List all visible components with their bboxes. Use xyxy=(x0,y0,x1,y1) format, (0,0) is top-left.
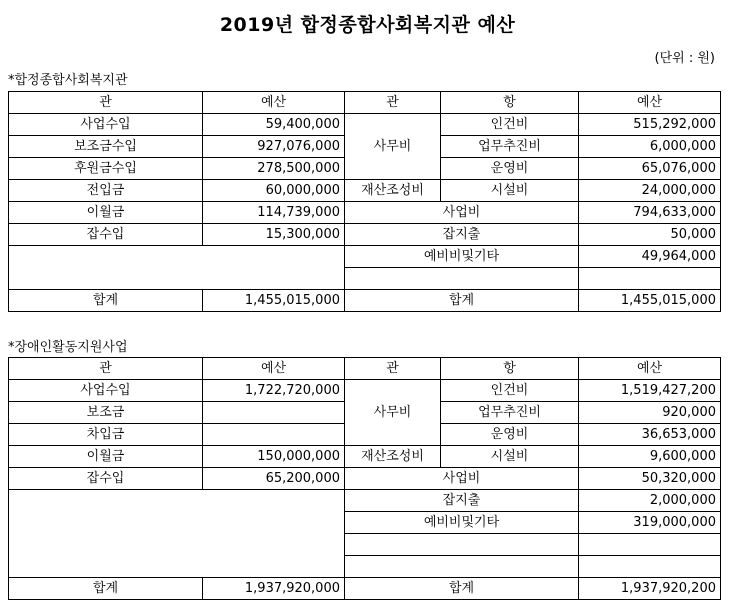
header-gwan: 관 xyxy=(9,92,203,114)
expense-value: 515,292,000 xyxy=(579,114,721,136)
table-row xyxy=(9,224,721,246)
unit-label: (단위 : 원) xyxy=(654,51,715,66)
total-expense-value: 1,455,015,000 xyxy=(579,290,721,312)
income-label: 이월금 xyxy=(9,202,203,224)
expense-label: 운영비 xyxy=(441,424,579,446)
header-budget: 예산 xyxy=(579,358,721,380)
income-value: 150,000,000 xyxy=(203,446,345,468)
expense-label: 인건비 xyxy=(441,380,579,402)
empty-cell xyxy=(9,246,345,290)
income-value: 927,076,000 xyxy=(203,136,345,158)
expense-label: 시설비 xyxy=(441,180,579,202)
header-hang: 항 xyxy=(441,92,579,114)
expense-value: 65,076,000 xyxy=(579,158,721,180)
expense-label: 잡지출 xyxy=(345,490,579,512)
expense-label: 업무추진비 xyxy=(441,136,579,158)
income-value xyxy=(203,402,345,424)
table-row xyxy=(9,380,721,402)
empty-cell xyxy=(345,268,579,290)
expense-label: 운영비 xyxy=(441,158,579,180)
income-value: 114,739,000 xyxy=(203,202,345,224)
income-label: 보조금 xyxy=(9,402,203,424)
office-expense-label: 사무비 xyxy=(345,114,441,180)
expense-value: 794,633,000 xyxy=(579,202,721,224)
income-value: 15,300,000 xyxy=(203,224,345,246)
total-label: 합계 xyxy=(345,578,579,600)
expense-value: 9,600,000 xyxy=(579,446,721,468)
expense-label: 잡지출 xyxy=(345,224,579,246)
expense-value: 2,000,000 xyxy=(579,490,721,512)
office-expense-label: 사무비 xyxy=(345,380,441,446)
income-label: 사업수입 xyxy=(9,114,203,136)
empty-cell xyxy=(9,490,345,578)
income-label: 후원금수입 xyxy=(9,158,203,180)
table-header-row xyxy=(9,92,721,114)
expense-label: 업무추진비 xyxy=(441,402,579,424)
expense-label: 인건비 xyxy=(441,114,579,136)
expense-label: 예비비및기타 xyxy=(345,512,579,534)
expense-label: 사업비 xyxy=(345,202,579,224)
asset-expense-label: 재산조성비 xyxy=(345,180,441,202)
expense-value: 36,653,000 xyxy=(579,424,721,446)
income-label: 이월금 xyxy=(9,446,203,468)
section-title: *장애인활동지원사업 xyxy=(8,340,128,355)
expense-label: 예비비및기타 xyxy=(345,246,579,268)
total-row xyxy=(9,290,721,312)
table-row xyxy=(9,446,721,468)
total-label: 합계 xyxy=(345,290,579,312)
empty-cell xyxy=(579,534,721,556)
expense-value: 920,000 xyxy=(579,402,721,424)
header-gwan: 관 xyxy=(345,92,441,114)
page-title: 2019년 합정종합사회복지관 예산 xyxy=(219,14,516,36)
total-income-value: 1,455,015,000 xyxy=(203,290,345,312)
expense-value: 6,000,000 xyxy=(579,136,721,158)
expense-value: 1,519,427,200 xyxy=(579,380,721,402)
income-label: 사업수입 xyxy=(9,380,203,402)
empty-cell xyxy=(579,556,721,578)
expense-label: 사업비 xyxy=(345,468,579,490)
table-header-row xyxy=(9,358,721,380)
income-value: 1,722,720,000 xyxy=(203,380,345,402)
empty-cell xyxy=(579,268,721,290)
expense-value: 319,000,000 xyxy=(579,512,721,534)
table-row xyxy=(9,114,721,136)
header-gwan: 관 xyxy=(345,358,441,380)
section-title: *합정종합사회복지관 xyxy=(8,73,128,88)
asset-expense-label: 재산조성비 xyxy=(345,446,441,468)
budget-table-2 xyxy=(8,357,721,600)
income-label: 차입금 xyxy=(9,424,203,446)
table-row xyxy=(9,490,721,512)
header-gwan: 관 xyxy=(9,358,203,380)
income-label: 잡수입 xyxy=(9,468,203,490)
table-row xyxy=(9,180,721,202)
income-value: 60,000,000 xyxy=(203,180,345,202)
table-row xyxy=(9,202,721,224)
income-label: 보조금수입 xyxy=(9,136,203,158)
header-budget: 예산 xyxy=(203,92,345,114)
header-budget: 예산 xyxy=(203,358,345,380)
expense-label: 시설비 xyxy=(441,446,579,468)
table-row xyxy=(9,246,721,268)
table-row xyxy=(9,468,721,490)
income-value xyxy=(203,424,345,446)
expense-value: 24,000,000 xyxy=(579,180,721,202)
header-budget: 예산 xyxy=(579,92,721,114)
income-value: 65,200,000 xyxy=(203,468,345,490)
budget-table-1 xyxy=(8,91,721,312)
total-label: 합계 xyxy=(9,578,203,600)
header-hang: 항 xyxy=(441,358,579,380)
income-label: 전입금 xyxy=(9,180,203,202)
expense-value: 50,000 xyxy=(579,224,721,246)
expense-value: 49,964,000 xyxy=(579,246,721,268)
expense-value: 50,320,000 xyxy=(579,468,721,490)
income-label: 잡수입 xyxy=(9,224,203,246)
income-value: 59,400,000 xyxy=(203,114,345,136)
income-value: 278,500,000 xyxy=(203,158,345,180)
total-income-value: 1,937,920,000 xyxy=(203,578,345,600)
total-expense-value: 1,937,920,200 xyxy=(579,578,721,600)
empty-cell xyxy=(345,556,579,578)
total-label: 합계 xyxy=(9,290,203,312)
empty-cell xyxy=(345,534,579,556)
